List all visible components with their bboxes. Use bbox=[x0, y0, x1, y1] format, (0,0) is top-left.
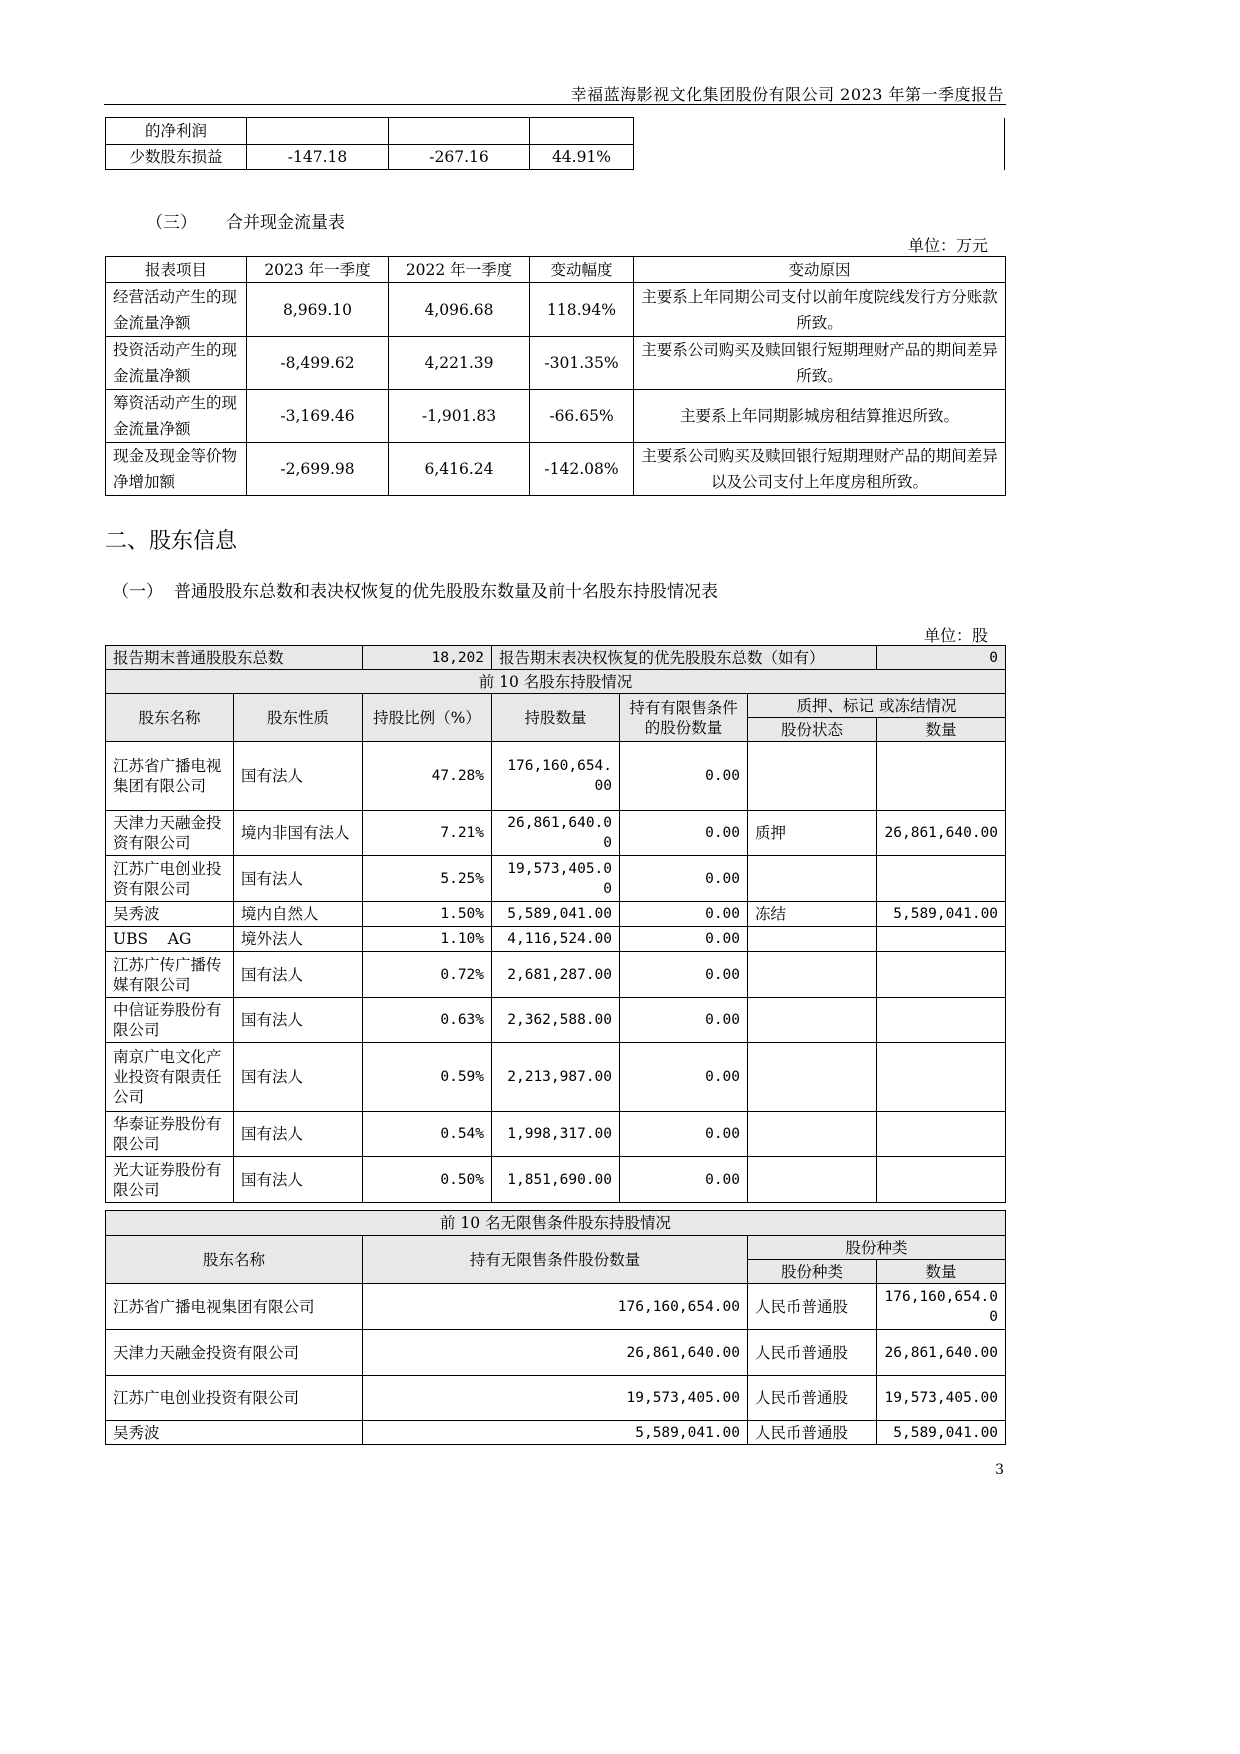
table-row bbox=[106, 337, 1006, 390]
holder-ratio: 1.50% bbox=[363, 902, 492, 927]
holder-ratio: 0.59% bbox=[363, 1043, 492, 1112]
reason-cell: 主要系公司购买及赎回银行短期理财产品的期间差异以及公司支付上年度房租所致。 bbox=[634, 443, 1006, 496]
holder-count: 1,998,317.00 bbox=[492, 1112, 620, 1157]
column-header: 持有无限售条件股份数量 bbox=[363, 1236, 748, 1284]
pledge-status: 冻结 bbox=[748, 902, 877, 927]
change-cell: -66.65% bbox=[530, 390, 634, 443]
band-row bbox=[106, 670, 1006, 694]
table-row bbox=[106, 118, 634, 145]
column-header: 数量 bbox=[877, 1260, 1006, 1284]
table-row bbox=[106, 1376, 1006, 1421]
holder-ratio: 1.10% bbox=[363, 927, 492, 952]
column-header: 持股数量 bbox=[492, 694, 620, 742]
holder-nature: 国有法人 bbox=[234, 1112, 363, 1157]
holder-count: 26,861,640.00 bbox=[492, 811, 620, 856]
table-row bbox=[106, 902, 1006, 927]
holder-ratio: 7.21% bbox=[363, 811, 492, 856]
table-row bbox=[106, 927, 1006, 952]
unrestricted-title: 前 10 名无限售条件股东持股情况 bbox=[106, 1211, 1006, 1236]
column-header: 股份种类 bbox=[748, 1260, 877, 1284]
share-qty: 19,573,405.00 bbox=[877, 1376, 1006, 1421]
table-header-row bbox=[106, 694, 1006, 718]
value-cell: 4,221.39 bbox=[389, 337, 530, 390]
holder-restricted: 0.00 bbox=[620, 811, 748, 856]
table-header-row bbox=[106, 257, 1006, 283]
pledge-status bbox=[748, 927, 877, 952]
item-cell: 经营活动产生的现金流量净额 bbox=[106, 283, 247, 337]
holder-restricted: 0.00 bbox=[620, 927, 748, 952]
holder-name: 中信证券股份有限公司 bbox=[106, 998, 234, 1043]
holder-restricted: 0.00 bbox=[620, 902, 748, 927]
item-cell: 筹资活动产生的现金流量净额 bbox=[106, 390, 247, 443]
share-type: 人民币普通股 bbox=[748, 1330, 877, 1376]
table-row bbox=[106, 998, 1006, 1043]
holder-nature: 国有法人 bbox=[234, 1157, 363, 1203]
column-header: 质押、标记 或冻结情况 bbox=[748, 694, 1006, 718]
table-header-row bbox=[106, 1236, 1006, 1260]
unrestricted-count: 19,573,405.00 bbox=[363, 1376, 748, 1421]
share-type: 人民币普通股 bbox=[748, 1376, 877, 1421]
table-row bbox=[106, 856, 1006, 902]
table-row bbox=[106, 1421, 1006, 1445]
column-header: 变动原因 bbox=[634, 257, 1006, 283]
table-row bbox=[106, 390, 1006, 443]
holder-count: 2,362,588.00 bbox=[492, 998, 620, 1043]
holder-count: 1,851,690.00 bbox=[492, 1157, 620, 1203]
column-header: 股份状态 bbox=[748, 718, 877, 742]
change-cell: 118.94% bbox=[530, 283, 634, 337]
section-title: 合并现金流量表 bbox=[226, 213, 345, 233]
holder-restricted: 0.00 bbox=[620, 1043, 748, 1112]
report-header: 幸福蓝海影视文化集团股份有限公司 2023 年第一季度报告 bbox=[570, 85, 1004, 104]
holder-ratio: 47.28% bbox=[363, 742, 492, 811]
holder-count: 19,573,405.00 bbox=[492, 856, 620, 902]
holder-name: 江苏广传广播传媒有限公司 bbox=[106, 952, 234, 998]
value-cell: 8,969.10 bbox=[247, 283, 389, 337]
pledge-qty: 5,589,041.00 bbox=[877, 902, 1006, 927]
table-row bbox=[106, 952, 1006, 998]
pledge-qty: 26,861,640.00 bbox=[877, 811, 1006, 856]
change-cell: -142.08% bbox=[530, 443, 634, 496]
holder-ratio: 5.25% bbox=[363, 856, 492, 902]
value-cell: -267.16 bbox=[389, 145, 530, 170]
subsection-label: （一） bbox=[112, 582, 163, 602]
pledge-qty bbox=[877, 1112, 1006, 1157]
item-cell: 的净利润 bbox=[106, 118, 247, 145]
item-cell: 投资活动产生的现金流量净额 bbox=[106, 337, 247, 390]
section-heading: 二、股东信息 bbox=[105, 529, 238, 554]
holder-name: 南京广电文化产业投资有限责任公司 bbox=[106, 1043, 234, 1112]
holder-name: 吴秀波 bbox=[106, 1421, 363, 1445]
holder-nature: 境外法人 bbox=[234, 927, 363, 952]
holder-nature: 国有法人 bbox=[234, 1043, 363, 1112]
section-label: （三） bbox=[146, 213, 197, 233]
pledge-status bbox=[748, 952, 877, 998]
item-cell: 现金及现金等价物净增加额 bbox=[106, 443, 247, 496]
shareholders-table bbox=[105, 645, 1006, 1203]
holder-ratio: 0.63% bbox=[363, 998, 492, 1043]
pledge-status bbox=[748, 1043, 877, 1112]
table-row bbox=[106, 742, 1006, 811]
unit-label: 单位：万元 bbox=[907, 236, 988, 255]
holder-name: 江苏省广播电视集团有限公司 bbox=[106, 1284, 363, 1330]
pledge-qty bbox=[877, 1157, 1006, 1203]
unrestricted-count: 5,589,041.00 bbox=[363, 1421, 748, 1445]
unit-label: 单位：股 bbox=[923, 626, 988, 645]
reason-cell: 主要系上年同期公司支付以前年度院线发行方分账款所致。 bbox=[634, 283, 1006, 337]
table-row bbox=[106, 1043, 1006, 1112]
holder-count: 2,681,287.00 bbox=[492, 952, 620, 998]
column-header: 数量 bbox=[877, 718, 1006, 742]
pledge-qty bbox=[877, 952, 1006, 998]
pledge-qty bbox=[877, 1043, 1006, 1112]
pledge-qty bbox=[877, 742, 1006, 811]
pledge-qty bbox=[877, 856, 1006, 902]
holder-restricted: 0.00 bbox=[620, 742, 748, 811]
holder-restricted: 0.00 bbox=[620, 998, 748, 1043]
table-row bbox=[106, 283, 1006, 337]
holder-count: 4,116,524.00 bbox=[492, 927, 620, 952]
change-cell: -301.35% bbox=[530, 337, 634, 390]
holder-nature: 国有法人 bbox=[234, 742, 363, 811]
holder-name: 吴秀波 bbox=[106, 902, 234, 927]
pledge-status: 质押 bbox=[748, 811, 877, 856]
holder-name: 江苏广电创业投资有限公司 bbox=[106, 1376, 363, 1421]
holder-name: 天津力天融金投资有限公司 bbox=[106, 811, 234, 856]
unrestricted-table bbox=[105, 1210, 1006, 1445]
holder-name: 江苏广电创业投资有限公司 bbox=[106, 856, 234, 902]
header-divider bbox=[104, 104, 1006, 105]
pledge-status bbox=[748, 856, 877, 902]
value-cell bbox=[389, 118, 530, 145]
share-qty: 26,861,640.00 bbox=[877, 1330, 1006, 1376]
value-cell: -147.18 bbox=[247, 145, 389, 170]
column-header: 持有有限售条件的股份数量 bbox=[620, 694, 748, 742]
pledge-status bbox=[748, 998, 877, 1043]
value-cell: 6,416.24 bbox=[389, 443, 530, 496]
pledge-status bbox=[748, 742, 877, 811]
top10-title: 前 10 名股东持股情况 bbox=[106, 670, 1006, 694]
profit-table bbox=[105, 117, 634, 170]
change-cell: 44.91% bbox=[530, 145, 634, 170]
column-header: 股东性质 bbox=[234, 694, 363, 742]
column-header: 持股比例（%） bbox=[363, 694, 492, 742]
subsection-title: 普通股股东总数和表决权恢复的优先股股东数量及前十名股东持股情况表 bbox=[174, 582, 718, 602]
column-header: 股份种类 bbox=[748, 1236, 1006, 1260]
holder-nature: 境内非国有法人 bbox=[234, 811, 363, 856]
band-row bbox=[106, 1211, 1006, 1236]
value-cell: -2,699.98 bbox=[247, 443, 389, 496]
holder-restricted: 0.00 bbox=[620, 952, 748, 998]
item-cell: 少数股东损益 bbox=[106, 145, 247, 170]
holder-count: 2,213,987.00 bbox=[492, 1043, 620, 1112]
unrestricted-count: 176,160,654.00 bbox=[363, 1284, 748, 1330]
column-header: 变动幅度 bbox=[530, 257, 634, 283]
holder-name: 华泰证券股份有限公司 bbox=[106, 1112, 234, 1157]
share-qty: 176,160,654.00 bbox=[877, 1284, 1006, 1330]
value-cell: -8,499.62 bbox=[247, 337, 389, 390]
preferred-holders-label: 报告期末表决权恢复的优先股股东总数（如有） bbox=[492, 646, 877, 670]
summary-row bbox=[106, 646, 1006, 670]
holder-count: 5,589,041.00 bbox=[492, 902, 620, 927]
column-header: 股东名称 bbox=[106, 1236, 363, 1284]
holder-nature: 国有法人 bbox=[234, 952, 363, 998]
holder-nature: 国有法人 bbox=[234, 856, 363, 902]
value-cell bbox=[247, 118, 389, 145]
holder-ratio: 0.72% bbox=[363, 952, 492, 998]
pledge-status bbox=[748, 1112, 877, 1157]
total-holders-value: 18,202 bbox=[363, 646, 492, 670]
holder-restricted: 0.00 bbox=[620, 1112, 748, 1157]
holder-name: 天津力天融金投资有限公司 bbox=[106, 1330, 363, 1376]
table-edge-line bbox=[1004, 118, 1005, 170]
table-row bbox=[106, 145, 634, 170]
pledge-qty bbox=[877, 998, 1006, 1043]
unrestricted-count: 26,861,640.00 bbox=[363, 1330, 748, 1376]
column-header: 股东名称 bbox=[106, 694, 234, 742]
holder-name: 光大证券股份有限公司 bbox=[106, 1157, 234, 1203]
cashflow-table bbox=[105, 256, 1006, 496]
pledge-qty bbox=[877, 927, 1006, 952]
column-header: 2022 年一季度 bbox=[389, 257, 530, 283]
table-row bbox=[106, 443, 1006, 496]
share-qty: 5,589,041.00 bbox=[877, 1421, 1006, 1445]
table-row bbox=[106, 1157, 1006, 1203]
share-type: 人民币普通股 bbox=[748, 1421, 877, 1445]
column-header: 报表项目 bbox=[106, 257, 247, 283]
holder-restricted: 0.00 bbox=[620, 1157, 748, 1203]
column-header: 2023 年一季度 bbox=[247, 257, 389, 283]
holder-name: UBS AG bbox=[106, 927, 234, 952]
holder-nature: 境内自然人 bbox=[234, 902, 363, 927]
holder-ratio: 0.50% bbox=[363, 1157, 492, 1203]
table-row bbox=[106, 1284, 1006, 1330]
holder-ratio: 0.54% bbox=[363, 1112, 492, 1157]
value-cell: -3,169.46 bbox=[247, 390, 389, 443]
share-type: 人民币普通股 bbox=[748, 1284, 877, 1330]
table-row bbox=[106, 811, 1006, 856]
table-row bbox=[106, 1330, 1006, 1376]
reason-cell: 主要系公司购买及赎回银行短期理财产品的期间差异所致。 bbox=[634, 337, 1006, 390]
total-holders-label: 报告期末普通股股东总数 bbox=[106, 646, 363, 670]
holder-name: 江苏省广播电视集团有限公司 bbox=[106, 742, 234, 811]
value-cell: -1,901.83 bbox=[389, 390, 530, 443]
change-cell bbox=[530, 118, 634, 145]
holder-count: 176,160,654.00 bbox=[492, 742, 620, 811]
holder-restricted: 0.00 bbox=[620, 856, 748, 902]
pledge-status bbox=[748, 1157, 877, 1203]
holder-nature: 国有法人 bbox=[234, 998, 363, 1043]
preferred-holders-value: 0 bbox=[877, 646, 1006, 670]
page-number: 3 bbox=[995, 1462, 1004, 1478]
value-cell: 4,096.68 bbox=[389, 283, 530, 337]
table-row bbox=[106, 1112, 1006, 1157]
reason-cell: 主要系上年同期影城房租结算推迟所致。 bbox=[634, 390, 1006, 443]
